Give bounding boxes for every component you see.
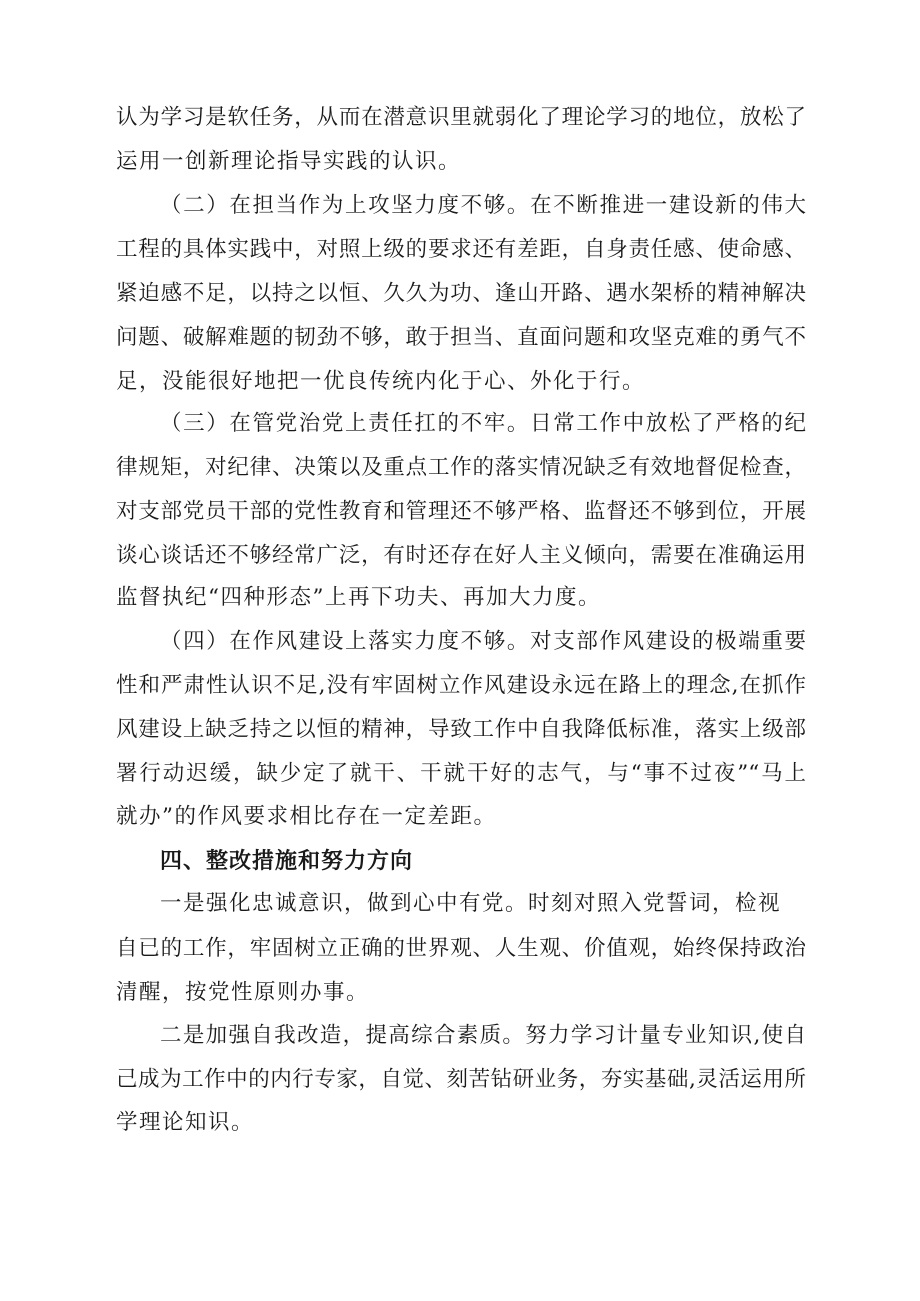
paragraph-line: 清醒，按党性原则办事。 bbox=[116, 980, 370, 1005]
paragraph-line: 就办”的作风要求相比存在一定差距。 bbox=[116, 804, 497, 829]
paragraph-line: 监督执纪“四种形态”上再下功夫、再加大力度。 bbox=[116, 585, 601, 610]
paragraph-line: 问题、破解难题的韧劲不够，敢于担当、直面问题和攻坚克难的勇气不 bbox=[116, 325, 806, 350]
paragraph-line: 学理论知识。 bbox=[116, 1110, 255, 1135]
paragraph-line: 自已的工作，牢固树立正确的世界观、人生观、价值观，始终保持政治 bbox=[116, 936, 806, 961]
paragraph-line: 工程的具体实践中，对照上级的要求还有差距，自身责任感、使命感、 bbox=[116, 237, 806, 262]
paragraph-line: 谈心谈话还不够经常广泛，有时还存在好人主义倾向，需要在准确运用 bbox=[116, 543, 806, 568]
paragraph-line: 一是强化忠诚意识，做到心中有党。时刻对照入党誓词，检视 bbox=[160, 891, 782, 916]
paragraph-line: 二是加强自我改造，提高综合素质。努力学习计量专业知识,使自 bbox=[160, 1023, 806, 1048]
paragraph-line: （四）在作风建设上落实力度不够。对支部作风建设的极端重要 bbox=[160, 629, 806, 654]
paragraph-line: 署行动迟缓，缺少定了就干、干就干好的志气，与“事不过夜”“马上 bbox=[116, 761, 806, 786]
paragraph-line: 风建设上缺乏持之以恒的精神，导致工作中自我降低标准，落实上级部 bbox=[116, 717, 806, 742]
paragraph-line: 紧迫感不足，以持之以恒、久久为功、逢山开路、遇水架桥的精神解决 bbox=[116, 281, 806, 306]
paragraph-line: 律规矩，对纪律、决策以及重点工作的落实情况缺乏有效地督促检查， bbox=[116, 455, 806, 480]
paragraph-line: （三）在管党治党上责任扛的不牢。日常工作中放松了严格的纪 bbox=[160, 411, 806, 436]
paragraph-line: 对支部党员干部的党性教育和管理还不够严格、监督还不够到位，开展 bbox=[116, 499, 806, 524]
paragraph-line: 己成为工作中的内行专家，自觉、刻苦钻研业务，夯实基础,灵活运用所 bbox=[116, 1067, 806, 1092]
paragraph-line: 足，没能很好地把一优良传统内化于心、外化于行。 bbox=[116, 369, 646, 394]
paragraph-line: （二）在担当作为上攻坚力度不够。在不断推进一建设新的伟大 bbox=[160, 193, 806, 218]
section-heading: 四、整改措施和努力方向 bbox=[160, 849, 414, 874]
paragraph-line: 认为学习是软任务，从而在潜意识里就弱化了理论学习的地位，放松了 bbox=[116, 105, 806, 130]
paragraph-line: 性和严肃性认识不足,没有牢固树立作风建设永远在路上的理念,在抓作 bbox=[116, 673, 806, 698]
paragraph-line: 运用一创新理论指导实践的认识。 bbox=[116, 149, 462, 174]
